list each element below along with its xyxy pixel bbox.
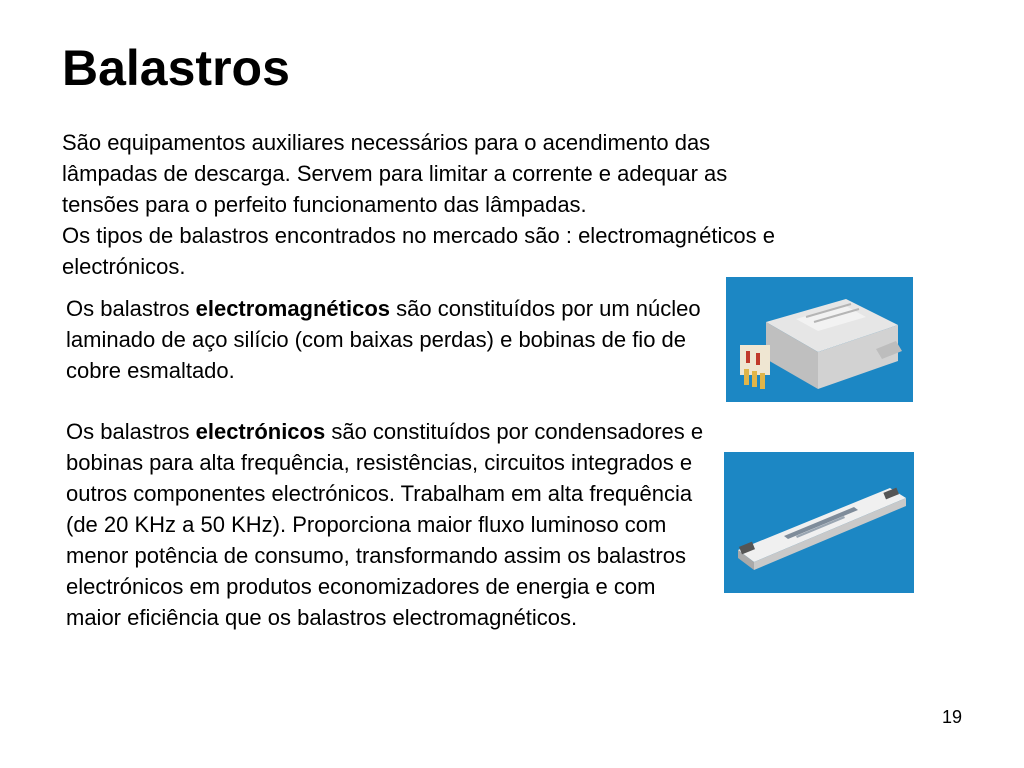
- intro-line: electrónicos.: [62, 254, 186, 279]
- electronic-paragraph: [66, 416, 716, 633]
- intro-line: São equipamentos auxiliares necessários para o acendimento das: [62, 130, 711, 155]
- electromagnetic-description: são constituídos por um núcleo laminado de aço silício (com baixas perdas) e bobinas de fio de cobre esmaltado.: [66, 296, 701, 383]
- intro-line: lâmpadas de descarga. Servem para limitar a corrente e adequar as: [62, 161, 728, 186]
- slide-title: Balastros: [62, 40, 290, 96]
- electronic-prefix: Os balastros: [66, 419, 196, 444]
- electronic-description: são constituídos por condensadores e bobinas para alta frequência, resistências, circuitos integrados e outros componentes electrónicos. Trabalham em alta frequência (de 20 KHz a 50 KHz). Proporciona maior fluxo luminoso com menor potência de consumo, transformando assim os balastros electrónicos em produtos economizadores de energia e com maior eficiência que os balastros electromagnéticos.: [66, 419, 704, 630]
- electronic-ballast-illustration: [724, 452, 914, 593]
- intro-line: Os tipos de balastros encontrados no mercado são : electromagnéticos e: [62, 223, 775, 248]
- electronic-ballast-photo: [724, 452, 914, 593]
- electromagnetic-prefix: Os balastros: [66, 296, 196, 321]
- intro-line: tensões para o perfeito funcionamento das lâmpadas.: [62, 192, 587, 217]
- electromagnetic-paragraph: [66, 293, 716, 386]
- electromagnetic-term: electromagnéticos: [195, 296, 391, 321]
- electromagnetic-ballast-photo: [726, 277, 913, 402]
- electromagnetic-ballast-illustration: [726, 277, 913, 402]
- page-number: 19: [941, 707, 962, 727]
- electronic-term: electrónicos: [195, 419, 326, 444]
- intro-text: [62, 127, 962, 282]
